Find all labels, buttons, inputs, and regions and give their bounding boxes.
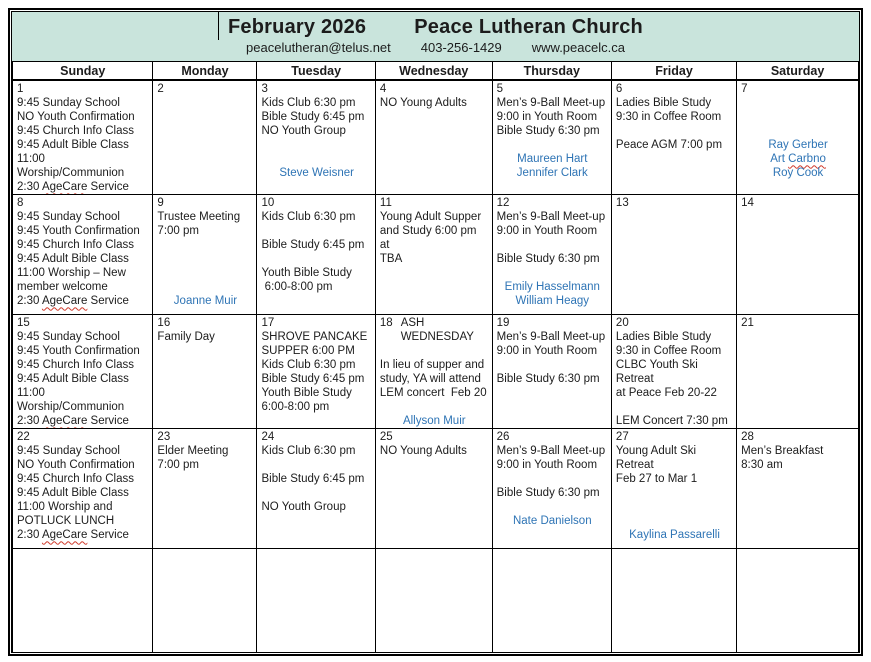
day-number: 5 (496, 83, 504, 96)
day-number: 23 (157, 431, 171, 444)
day-number: 9 (157, 197, 164, 210)
event-line: In lieu of supper and (379, 359, 485, 372)
event-line: Bible Study 6:45 pm (261, 239, 365, 252)
day-cell-empty (257, 549, 375, 653)
event-line: 9:30 in Coffee Room (615, 345, 722, 358)
calendar-page (11, 11, 860, 653)
event-line: 6:00-8:00 pm (261, 281, 333, 294)
day-number: 7 (741, 83, 748, 96)
day-cell-10 (257, 195, 375, 315)
event-line: NO Youth Confirmation (17, 111, 135, 124)
day-cell-25 (375, 429, 492, 549)
event-line (157, 252, 253, 266)
day-number: 14 (741, 197, 754, 210)
day-cell-14 (737, 195, 859, 315)
event-line (261, 458, 371, 472)
contact-name: Allyson Muir (402, 415, 466, 428)
weekday-header-sunday: Sunday (13, 61, 153, 80)
day-cell-empty (13, 549, 153, 653)
event-line (261, 138, 371, 152)
event-line: Bible Study 6:45 pm (261, 373, 365, 386)
event-line (497, 266, 608, 280)
day-cell-4 (375, 80, 492, 195)
day-number: 18 (379, 317, 393, 330)
event-line: Young Adult Ski Retreat (615, 445, 700, 472)
event-line: TBA (379, 253, 403, 266)
event-line (157, 266, 253, 280)
event-line: 9:45 Sunday School (17, 97, 120, 110)
day-number: 22 (17, 431, 30, 444)
contact-name: Roy Cook (772, 167, 824, 180)
day-number: 13 (615, 197, 629, 210)
day-number: 27 (615, 431, 629, 444)
event-line: LEM concert Feb 20 (379, 387, 487, 400)
event-line: 11:00 Worship/Communion (17, 387, 125, 414)
day-cell-5 (492, 80, 611, 195)
event-line: 9:45 Youth Confirmation (17, 225, 140, 238)
event-line (741, 110, 855, 124)
weekday-header-wednesday: Wednesday (375, 61, 492, 80)
day-cell-empty (737, 549, 859, 653)
event-line: 2:30 AgeCare Service (17, 181, 129, 194)
day-cell-22 (13, 429, 153, 549)
day-number: 19 (496, 317, 510, 330)
church-name: Peace Lutheran Church (414, 16, 643, 38)
event-line: Kids Club 6:30 pm (261, 97, 356, 110)
event-line: 9:45 Adult Bible Class (17, 139, 129, 152)
contact-name: Ray Gerber (768, 139, 828, 152)
day-number: 4 (379, 83, 387, 96)
event-line: study, YA will attend (379, 373, 481, 386)
event-line: SHROVE PANCAKE (261, 331, 368, 344)
event-line: 9:45 Church Info Class (17, 239, 134, 252)
calendar-page-frame (8, 8, 863, 656)
event-line: Young Adult Supper (379, 211, 482, 224)
event-line (157, 280, 253, 294)
misspelled-word: AgeCare (41, 529, 88, 542)
day-cell-21 (737, 315, 859, 429)
misspelled-word: Carbno (788, 153, 826, 166)
event-line: Elder Meeting (157, 445, 229, 458)
week-row-5 (13, 549, 859, 653)
event-line (261, 486, 371, 500)
day-cell-3 (257, 80, 375, 195)
calendar-masthead (12, 12, 859, 61)
event-line: Men’s 9-Ball Meet-up (496, 97, 606, 110)
event-line: 9:45 Sunday School (17, 445, 120, 458)
event-line (616, 486, 733, 500)
day-cell-empty (492, 549, 611, 653)
event-line: 7:00 pm (157, 459, 199, 472)
day-cell-empty (153, 549, 257, 653)
contact-name: Kaylina Passarelli (629, 529, 720, 542)
event-line: NO Youth Group (261, 501, 346, 514)
event-line: 9:45 Church Info Class (17, 359, 134, 372)
event-line (616, 514, 733, 528)
event-line (157, 238, 253, 252)
event-line: 7:00 pm (157, 225, 199, 238)
weekday-header-friday: Friday (611, 61, 736, 80)
event-line: Peace AGM 7:00 pm (615, 139, 723, 152)
event-line (741, 96, 855, 110)
contact-name: William Heagy (515, 295, 590, 308)
event-line (616, 500, 733, 514)
calendar-grid (12, 61, 859, 653)
calendar-title (12, 15, 859, 40)
day-cell-2 (153, 80, 257, 195)
day-number: 24 (261, 431, 275, 444)
misspelled-word: AgeCare (41, 415, 88, 428)
day-cell-28 (737, 429, 859, 549)
day-number: 2 (157, 83, 164, 96)
event-line: 9:45 Adult Bible Class (17, 253, 129, 266)
day-cell-16 (153, 315, 257, 429)
event-line: at Peace Feb 20-22 (615, 387, 717, 400)
day-note: ASH WEDNESDAY (400, 317, 474, 344)
event-line: NO Youth Confirmation (17, 459, 135, 472)
week-row-3 (13, 315, 859, 429)
event-line: Men’s 9-Ball Meet-up (496, 445, 606, 458)
day-number: 28 (741, 431, 754, 444)
calendar-month-year: February 2026 (228, 16, 367, 38)
event-line: Ladies Bible Study (615, 97, 712, 110)
event-line: NO Youth Group (261, 125, 346, 138)
day-cell-1 (13, 80, 153, 195)
day-cell-15 (13, 315, 153, 429)
calendar-contact-info (12, 40, 859, 57)
event-line: Bible Study 6:30 pm (496, 373, 600, 386)
contact-name: Emily Hasselmann (504, 281, 600, 294)
day-cell-17 (257, 315, 375, 429)
day-number: 21 (741, 317, 754, 330)
event-line (261, 224, 371, 238)
event-line (380, 400, 489, 414)
event-line: POTLUCK LUNCH (17, 515, 115, 528)
event-line: Bible Study 6:30 pm (496, 487, 600, 500)
week-row-4 (13, 429, 859, 549)
event-line: Trustee Meeting (157, 211, 241, 224)
contact-name: Maureen Hart (517, 153, 588, 166)
weekday-header-tuesday: Tuesday (257, 61, 375, 80)
weekday-header-saturday: Saturday (737, 61, 859, 80)
event-line (497, 238, 608, 252)
event-line: CLBC Youth Ski Retreat (615, 359, 701, 386)
event-line: Men’s 9-Ball Meet-up (496, 331, 606, 344)
event-line (497, 472, 608, 486)
event-line: Kids Club 6:30 pm (261, 359, 356, 372)
event-line: Men’s Breakfast (741, 445, 824, 458)
event-line: SUPPER 6:00 PM (261, 345, 355, 358)
day-number: 6 (615, 83, 623, 96)
event-line (380, 344, 489, 358)
event-line: 9:00 in Youth Room (496, 111, 598, 124)
day-cell-empty (611, 549, 736, 653)
day-number: 20 (615, 317, 629, 330)
event-line (261, 152, 371, 166)
event-line: Feb 27 to Mar 1 (615, 473, 698, 486)
day-number: 12 (496, 197, 510, 210)
misspelled-word: AgeCare (41, 295, 88, 308)
event-line: LEM Concert 7:30 pm (615, 415, 728, 428)
event-line: 8:30 am (741, 459, 783, 472)
event-line: Bible Study 6:45 pm (261, 473, 365, 486)
day-cell-9 (153, 195, 257, 315)
day-cell-24 (257, 429, 375, 549)
day-cell-26 (492, 429, 611, 549)
event-line: member welcome (17, 281, 108, 294)
event-line (741, 124, 855, 138)
contact-name: Jennifer Clark (516, 167, 588, 180)
event-line: Youth Bible Study (261, 387, 352, 400)
day-number: 1 (17, 83, 24, 96)
event-line: Ladies Bible Study (615, 331, 712, 344)
event-line: 9:45 Sunday School (17, 331, 120, 344)
event-line (497, 358, 608, 372)
day-number: 25 (379, 431, 393, 444)
week-row-2 (13, 195, 859, 315)
day-cell-27 (611, 429, 736, 549)
day-cell-20 (611, 315, 736, 429)
weekday-header-thursday: Thursday (492, 61, 611, 80)
day-cell-19 (492, 315, 611, 429)
day-number: 11 (379, 197, 392, 210)
event-line: 9:00 in Youth Room (496, 225, 598, 238)
event-line: 9:45 Adult Bible Class (17, 487, 129, 500)
event-line (497, 138, 608, 152)
contact-name: Nate Danielson (512, 515, 592, 528)
day-cell-7 (737, 80, 859, 195)
day-cell-empty (375, 549, 492, 653)
event-line: 2:30 AgeCare Service (17, 415, 129, 428)
event-line: Kids Club 6:30 pm (261, 445, 356, 458)
contact-name: Art Carbno (770, 153, 826, 166)
event-line (616, 124, 733, 138)
event-line: Bible Study 6:30 pm (496, 253, 600, 266)
day-number: 17 (261, 317, 275, 330)
church-website: www.peacelc.ca (531, 40, 625, 55)
header-gridline-tick (218, 12, 219, 40)
day-number: 16 (157, 317, 171, 330)
day-cell-11 (375, 195, 492, 315)
event-line (497, 500, 608, 514)
week-row-1 (13, 80, 859, 195)
day-number: 3 (261, 83, 268, 96)
event-line (616, 400, 733, 414)
day-cell-23 (153, 429, 257, 549)
day-number: 10 (261, 197, 275, 210)
church-phone: 403-256-1429 (420, 40, 502, 55)
contact-name: Steve Weisner (279, 167, 354, 180)
event-line: 2:30 AgeCare Service (17, 295, 129, 308)
day-cell-6 (611, 80, 736, 195)
church-email: peacelutheran@telus.net (246, 40, 391, 55)
event-line: 11:00 Worship – New (17, 267, 126, 280)
weekday-header-row (13, 61, 859, 80)
event-line: Bible Study 6:30 pm (496, 125, 600, 138)
event-line: Bible Study 6:45 pm (261, 111, 365, 124)
misspelled-word: AgeCare (41, 181, 88, 194)
event-line (261, 252, 371, 266)
event-line: 9:45 Youth Confirmation (17, 345, 140, 358)
day-number: 15 (17, 317, 30, 330)
event-line: 6:00-8:00 pm (261, 401, 330, 414)
day-number: 8 (17, 197, 24, 210)
event-line: 9:45 Church Info Class (17, 125, 134, 138)
event-line: 9:45 Adult Bible Class (17, 373, 129, 386)
contact-name: Joanne Muir (173, 295, 238, 308)
day-number: 26 (496, 431, 510, 444)
event-line: Youth Bible Study (261, 267, 352, 280)
weekday-header-monday: Monday (153, 61, 257, 80)
event-line: 9:00 in Youth Room (496, 459, 598, 472)
event-line: Family Day (157, 331, 215, 344)
event-line: 2:30 AgeCare Service (17, 529, 129, 542)
event-line: 11:00 Worship/Communion (17, 153, 125, 180)
day-cell-13 (611, 195, 736, 315)
event-line: 11:00 Worship and (17, 501, 113, 514)
event-line: NO Young Adults (379, 97, 467, 110)
event-line: 9:30 in Coffee Room (615, 111, 722, 124)
event-line: and Study 6:00 pm at (379, 225, 480, 252)
day-cell-18 (375, 315, 492, 429)
event-line: Men’s 9-Ball Meet-up (496, 211, 606, 224)
day-cell-8 (13, 195, 153, 315)
event-line: 9:45 Sunday School (17, 211, 120, 224)
event-line: NO Young Adults (379, 445, 467, 458)
event-line: 9:45 Church Info Class (17, 473, 134, 486)
event-line: 9:00 in Youth Room (496, 345, 598, 358)
event-line: Kids Club 6:30 pm (261, 211, 356, 224)
day-cell-12 (492, 195, 611, 315)
